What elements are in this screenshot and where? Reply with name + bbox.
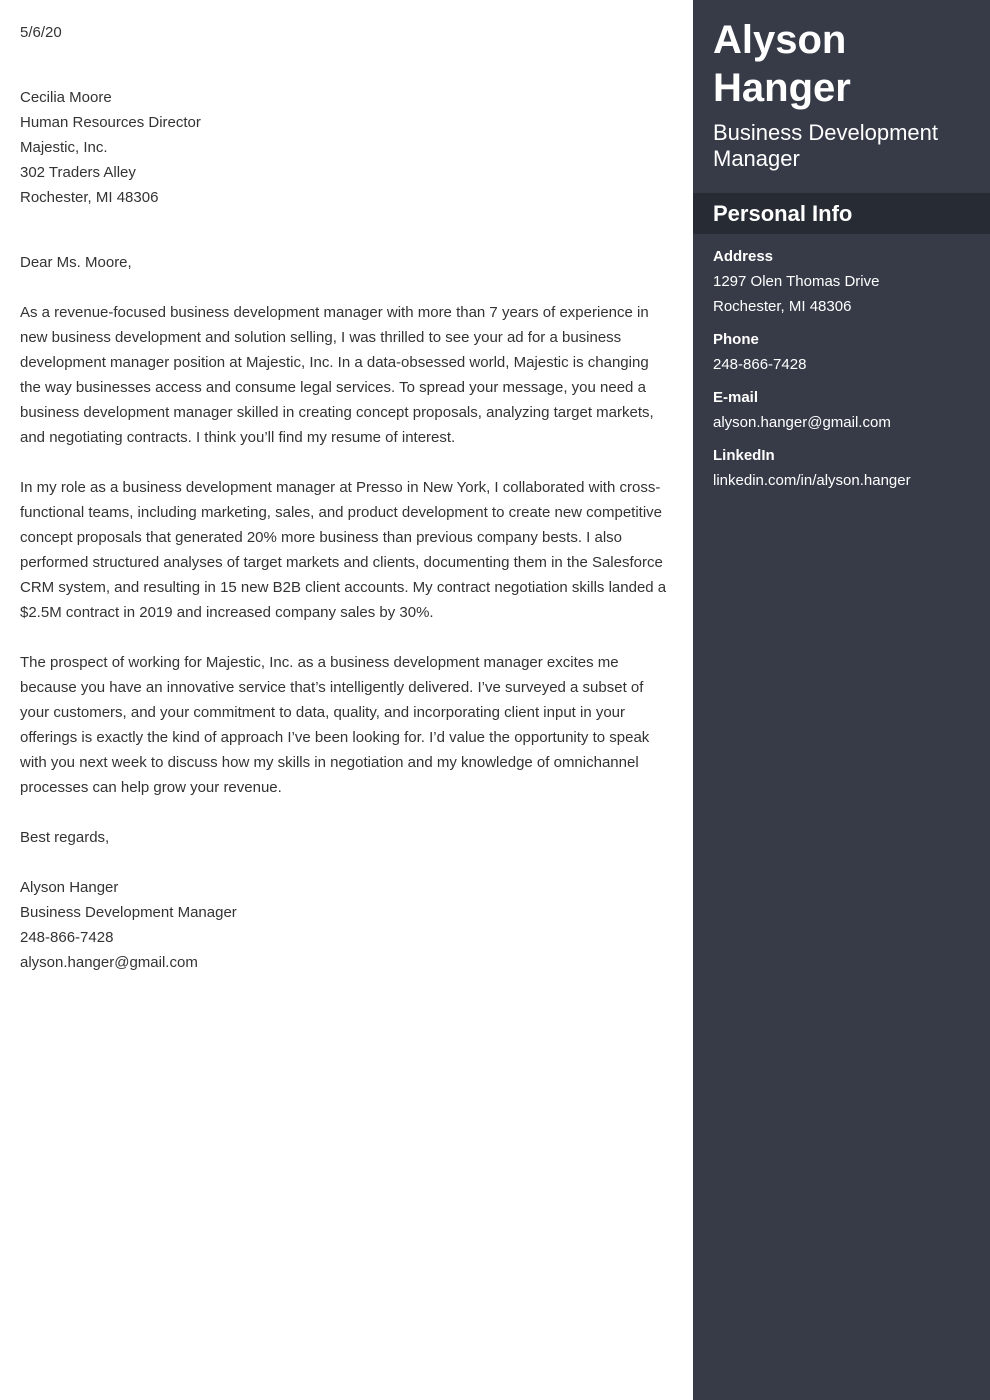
email-value: alyson.hanger@gmail.com [713, 414, 891, 431]
recipient-title: Human Resources Director [20, 114, 201, 131]
letter-date: 5/6/20 [20, 24, 62, 41]
applicant-name [693, 0, 990, 112]
body-paragraph: As a revenue-focused business development manager with more than 7 years of experience in new business development and solution selling, I was thrilled to see your ad for a business development manager position at Majestic, Inc. In a data-obsessed world, Majestic is changing the way businesses access and consume legal services. To spread your message, you need a business development manager skilled in creating concept proposals, analyzing target markets, and negotiating contracts. I think you’ll find my resume of interest. [20, 304, 654, 446]
personal-info [693, 234, 990, 493]
signature-title: Business Development Manager [20, 904, 237, 921]
recipient-block [20, 85, 673, 210]
phone-value: 248-866-7428 [713, 356, 807, 373]
signature-phone: 248-866-7428 [20, 929, 114, 946]
linkedin-value: linkedin.com/in/alyson.hanger [713, 472, 911, 489]
recipient-street: 302 Traders Alley [20, 164, 136, 181]
closing: Best regards, [20, 829, 110, 846]
linkedin-label: LinkedIn [713, 447, 775, 464]
body-paragraph: In my role as a business development manager at Presso in New York, I collaborated with cross-functional teams, including marketing, sales, and product development to create new competitive concept proposals that generated 20% more business than previous company bests. I also performed structured analyses of target markets and clients, documenting them in the Salesforce CRM system, and resulting in 15 new B2B client accounts. My contract negotiation skills landed a $2.5M contract in 2019 and increased company sales by 30%. [20, 479, 667, 621]
email-label: E-mail [713, 389, 759, 406]
recipient-city: Rochester, MI 48306 [20, 189, 159, 206]
applicant-last-name: Hanger [713, 66, 851, 110]
address-label: Address [713, 248, 774, 265]
recipient-company: Majestic, Inc. [20, 139, 108, 156]
recipient-name: Cecilia Moore [20, 89, 112, 106]
body-paragraph: The prospect of working for Majestic, Inc. as a business development manager excites me because you have an innovative service that’s intelligently delivered. I’ve surveyed a subset of your customers, and your commitment to data, quality, and incorporating client input in your offerings is exactly the kind of approach I’ve been looking for. I’d value the opportunity to speak with you next week to discuss how my skills in negotiation and my knowledge of omnichannel processes can help grow your revenue. [20, 654, 650, 796]
signature-block [20, 875, 673, 975]
applicant-first-name: Alyson [713, 18, 847, 62]
applicant-role: Business Development Manager [713, 120, 939, 171]
personal-info-heading: Personal Info [693, 193, 990, 234]
sidebar [693, 0, 990, 1400]
salutation: Dear Ms. Moore, [20, 254, 132, 271]
address-line2: Rochester, MI 48306 [713, 298, 852, 315]
phone-label: Phone [713, 331, 759, 348]
signature-email: alyson.hanger@gmail.com [20, 954, 198, 971]
signature-name: Alyson Hanger [20, 879, 119, 896]
address-line1: 1297 Olen Thomas Drive [713, 273, 880, 290]
